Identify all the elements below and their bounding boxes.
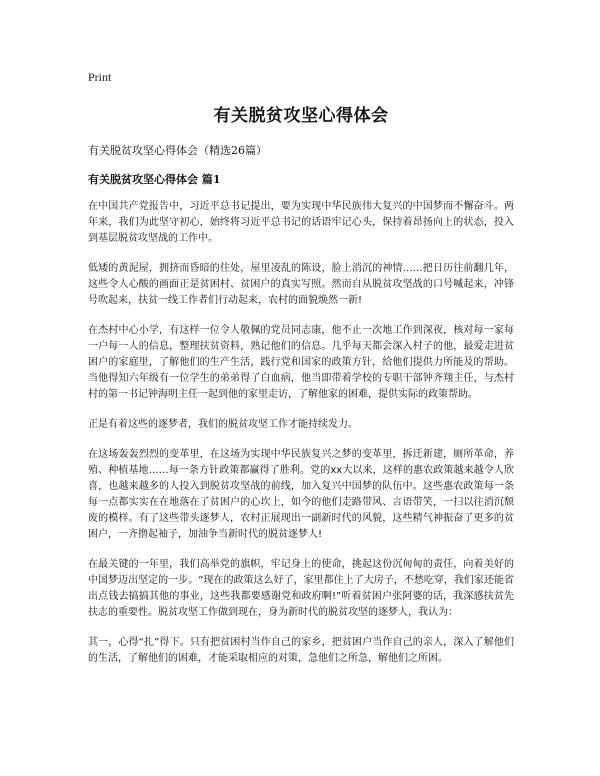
paragraph: 在这场轰轰烈烈的变革里，在这场为实现中华民族复兴之梦的变革里，拆迁新建，厕所革命，养殖、种植基地……每一条方针政策都赢得了胜利。党的xx大以来，这样的惠农政策越来越令人欣喜，也越来越多的人投入到脱贫攻坚战的前线，加入复兴中国梦的队伍中。这些惠农政策每一条每一点都实实在在地落在了贫困户的心坎上，如今的他们走路带风、言语带笑，一扫以往消沉颓废的模样。有了这些带头逐梦人，农村正展现出一副新时代的风貌，这些精气神振奋了更多的贫困户，一齐撸起袖子，加油争当新时代的脱贫逐梦人!	[88, 449, 514, 540]
paragraph: 在杰村中心小学，有这样一位令人敬佩的党员同志康，他不止一次地工作到深夜，核对每一家每一户每一人的信息，整理扶贫资料，熟记他们的信息。几乎每天都会深入村子的他，最爱走进贫困户的家庭里，了解他们的生产生活，践行党和国家的政策方针，给他们提供力所能及的帮助。当他得知六年级有一位学生的弟弟得了白血病，他当即带着学校的专职干部钟齐翔主任，与杰村村的第一书记钟海明主任一起到他的家里走访，了解他家的困难，提供实际的政策帮助。	[88, 325, 514, 400]
paragraph: 正是有着这些的逐梦者，我们的脱贫攻坚工作才能持续发力。	[88, 419, 358, 430]
paragraph: 其一，心得“扎”得下。只有把贫困村当作自己的家乡，把贫困户当作自己的亲人，深入了解他们的生活，了解他们的困难，才能采取相应的对策，急他们之所急，解他们之所困。	[88, 637, 514, 664]
section-heading: 有关脱贫攻坚心得体会 篇1	[88, 173, 221, 186]
print-link[interactable]: Print	[88, 70, 112, 84]
paragraph: 在中国共产党报告中，习近平总书记提出，要为实现中华民族伟大复兴的中国梦而不懈奋斗。两年来，我们为此坚守初心，始终将习近平总书记的话语牢记心头，保持着昂扬向上的状态，投入到基层脱贫攻坚战的工作中。	[88, 201, 514, 244]
document-subtitle: 有关脱贫攻坚心得体会（精选26篇）	[88, 144, 267, 157]
paragraph: 低矮的黄泥屋，拥挤而昏暗的住处，屋里凌乱的陈设，脸上消沉的神情……把日历往前翻几年，这些令人心酸的画面正是贫困村、贫困户的真实写照。然而自从脱贫攻坚战的口号喊起来，冲锋号吹起来，扶贫一线工作者们行动起来，农村的面貌焕然一新!	[88, 263, 514, 306]
document-title: 有关脱贫攻坚心得体会	[213, 106, 389, 126]
paragraph: 在最关键的一年里，我们高举党的旗帜，牢记身上的使命，挑起这份沉甸甸的责任，向着美好的中国梦迈出坚定的一步。“现在的政策这么好了，家里都住上了大房子，不愁吃穿，我们家还能省出点钱去搞搞其他的事业，这些我都要感谢党和政府啊!”听着贫困户张阿婆的话，我深感扶贫先扶志的重要性。脱贫攻坚工作做到现在，身为新时代的脱贫攻坚的逐梦人，我认为：	[88, 559, 514, 618]
